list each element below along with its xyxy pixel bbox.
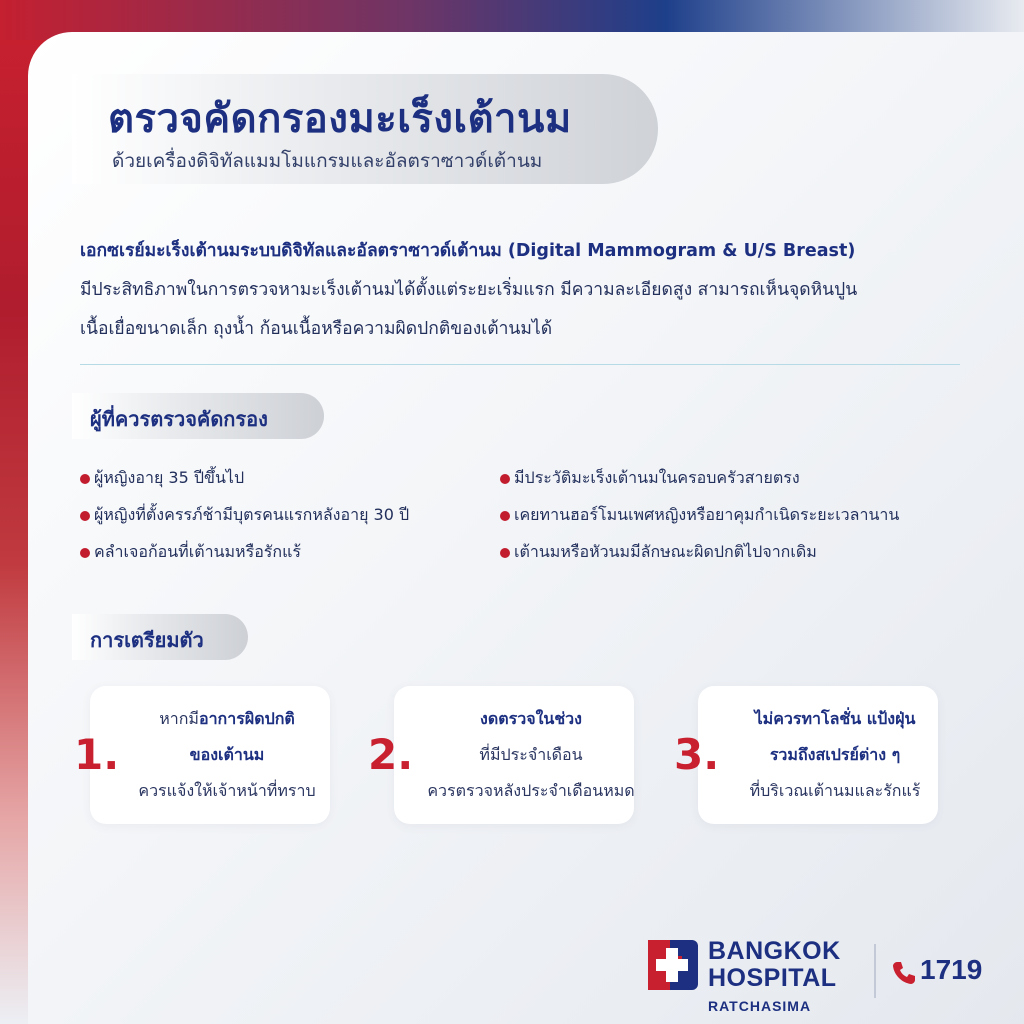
bullet-dot-icon [80,548,90,558]
hospital-logo-text: BANGKOK HOSPITAL RATCHASIMA [708,937,841,1014]
step-line1-bold: อาการผิดปกติ [198,709,295,728]
bangkok-hospital-logo-icon [648,940,698,990]
intro-paragraph [80,232,980,349]
step-line3: ควรแจ้งให้เจ้าหน้าที่ทราบ [138,781,316,800]
step-line1-plain: หากมี [159,709,199,728]
bullet-dot-icon [80,474,90,484]
step-line2-bold: รวมถึงสเปรย์ต่าง ๆ [769,745,901,764]
list-item: มีประวัติมะเร็งเต้านมในครอบครัวสายตรง [500,460,899,497]
step-line1-bold: ไม่ควรทาโลชั่น แป้งฝุ่น [754,709,916,728]
step-line3: ควรตรวจหลังประจำเดือนหมด [427,781,635,800]
step-line2: ที่มีประจำเดือน [479,745,583,764]
preparation-title: การเตรียมตัว [90,628,204,652]
step-number: 1. [74,730,120,779]
page-subtitle: ด้วยเครื่องดิจิทัลแมมโมแกรมและอัลตราซาวด์เต้านม [112,150,543,172]
list-item: เต้านมหรือหัวนมมีลักษณะผิดปกติไปจากเดิม [500,534,899,571]
bullet-dot-icon [80,511,90,521]
hotline-number[interactable]: 1719 [920,954,983,985]
section-divider [80,364,960,365]
intro-line: มีประสิทธิภาพในการตรวจหามะเร็งเต้านมได้ตั้งแต่ระยะเริ่มแรก มีความละเอียดสูง สามารถเห็นจุดหินปูน [80,280,858,300]
step-number: 3. [674,730,720,779]
step-card [698,686,938,824]
screening-title: ผู้ที่ควรตรวจคัดกรอง [90,407,268,431]
list-item: คลำเจอก้อนที่เต้านมหรือรักแร้ [80,534,409,571]
step-line3: ที่บริเวณเต้านมและรักแร้ [749,781,921,800]
bullet-dot-icon [500,511,510,521]
screening-list-right [500,460,899,571]
list-item: ผู้หญิงที่ตั้งครรภ์ช้ามีบุตรคนแรกหลังอายุ 30 ปี [80,497,409,534]
step-number: 2. [368,730,414,779]
step-line1-bold: งดตรวจในช่วง [480,709,582,728]
footer-divider [874,944,876,998]
bullet-dot-icon [500,474,510,484]
phone-icon [892,960,916,986]
screening-list-left [80,460,409,571]
step-card [394,686,634,824]
list-item: เคยทานฮอร์โมนเพศหญิงหรือยาคุมกำเนิดระยะเวลานาน [500,497,899,534]
bullet-dot-icon [500,548,510,558]
page-title: ตรวจคัดกรองมะเร็งเต้านม [108,96,572,142]
list-item: ผู้หญิงอายุ 35 ปีขึ้นไป [80,460,409,497]
intro-lead: เอกซเรย์มะเร็งเต้านมระบบดิจิทัลและอัลตราซาวด์เต้านม (Digital Mammogram & U/S Breast) [80,241,856,261]
step-line2-bold: ของเต้านม [189,745,265,764]
intro-line: เนื้อเยื่อขนาดเล็ก ถุงน้ำ ก้อนเนื้อหรือความผิดปกติของเต้านมได้ [80,319,553,339]
step-card [90,686,330,824]
